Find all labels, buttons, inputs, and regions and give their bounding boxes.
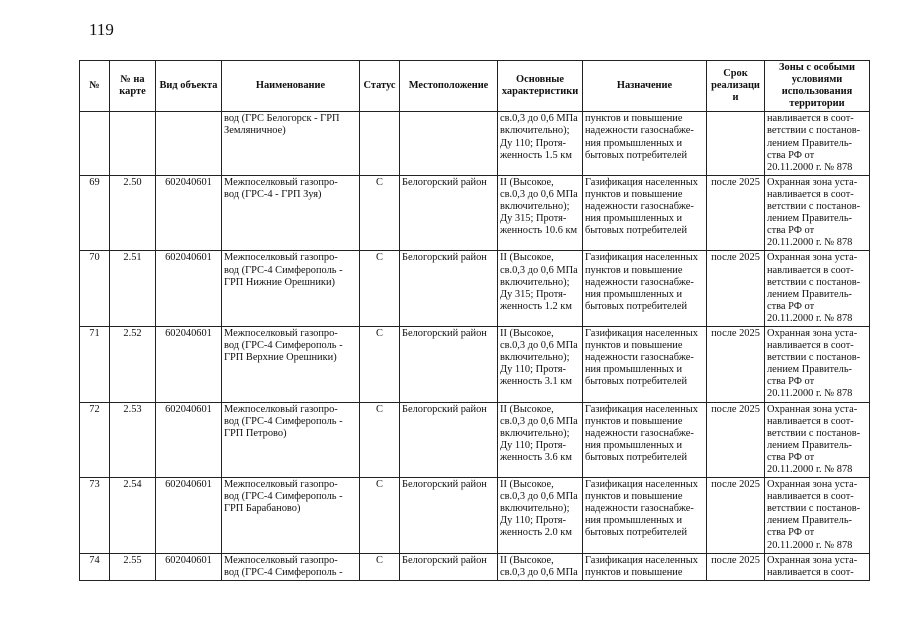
table-row [80,478,870,554]
cell-object-type: 602040601 [156,478,222,554]
cell-term: после 2025 [707,326,765,402]
header-purpose: Назначение [583,61,707,112]
table-row [80,402,870,478]
header-location: Местоположение [400,61,498,112]
header-zones: Зоны с особыми условиями использования территории [765,61,870,112]
cell-name: Межпоселковый газопро- вод (ГРС-4 Симферополь - ГРП Барабаново) [222,478,360,554]
cell-map-num: 2.50 [110,175,156,251]
table-row [80,553,870,580]
cell-map-num: 2.55 [110,553,156,580]
cell-location: Белогорский район [400,402,498,478]
cell-zones: Охранная зона уста- навливается в соот- ветствии с постанов- лением Правитель- ства РФ от 20.11.2000 г. № 878 [765,402,870,478]
header-num: № [80,61,110,112]
cell-zones: Охранная зона уста- навливается в соот- [765,553,870,580]
cell-num [80,112,110,175]
cell-num: 74 [80,553,110,580]
cell-zones: Охранная зона уста- навливается в соот- ветствии с постанов- лением Правитель- ства РФ от 20.11.2000 г. № 878 [765,251,870,327]
header-map-num: № на карте [110,61,156,112]
cell-location: Белогорский район [400,251,498,327]
header-name: Наименование [222,61,360,112]
cell-location: Белогорский район [400,553,498,580]
cell-object-type [156,112,222,175]
cell-num: 71 [80,326,110,402]
objects-table [79,60,870,581]
cell-purpose: пунктов и повышение надежности газоснабже- ния промышленных и бытовых потребителей [583,112,707,175]
cell-name: Межпоселковый газопро- вод (ГРС-4 Симферополь - ГРП Нижние Орешники) [222,251,360,327]
cell-num: 69 [80,175,110,251]
cell-status: С [360,175,400,251]
cell-object-type: 602040601 [156,402,222,478]
cell-map-num: 2.51 [110,251,156,327]
cell-term: после 2025 [707,402,765,478]
header-characteristics: Основные характеристики [498,61,583,112]
cell-status: С [360,553,400,580]
cell-purpose: Газификация населенных пунктов и повышение [583,553,707,580]
cell-num: 73 [80,478,110,554]
cell-term: после 2025 [707,251,765,327]
cell-characteristics: II (Высокое, св.0,3 до 0,6 МПа включительно); Ду 315; Протя- женность 1.2 км [498,251,583,327]
cell-term: после 2025 [707,553,765,580]
cell-characteristics: св.0,3 до 0,6 МПа включительно); Ду 110; Протя- женность 1.5 км [498,112,583,175]
cell-status: С [360,326,400,402]
cell-map-num: 2.53 [110,402,156,478]
cell-zones: навливается в соот- ветствии с постанов- лением Правитель- ства РФ от 20.11.2000 г. № 878 [765,112,870,175]
cell-status: С [360,478,400,554]
cell-object-type: 602040601 [156,251,222,327]
cell-name: Межпоселковый газопро- вод (ГРС-4 Симферополь - ГРП Петрово) [222,402,360,478]
cell-purpose: Газификация населенных пунктов и повышение надежности газоснабже- ния промышленных и бытовых потребителей [583,326,707,402]
table-row-continuation [80,112,870,175]
cell-characteristics: II (Высокое, св.0,3 до 0,6 МПа включительно); Ду 110; Протя- женность 3.1 км [498,326,583,402]
cell-status: С [360,251,400,327]
cell-object-type: 602040601 [156,553,222,580]
cell-name: вод (ГРС Белогорск - ГРП Земляничное) [222,112,360,175]
table-row [80,326,870,402]
cell-object-type: 602040601 [156,175,222,251]
cell-status: С [360,402,400,478]
cell-zones: Охранная зона уста- навливается в соот- ветствии с постанов- лением Правитель- ства РФ от 20.11.2000 г. № 878 [765,478,870,554]
cell-location: Белогорский район [400,478,498,554]
table-header-row [80,61,870,112]
cell-term [707,112,765,175]
cell-purpose: Газификация населенных пунктов и повышение надежности газоснабже- ния промышленных и бытовых потребителей [583,478,707,554]
cell-purpose: Газификация населенных пунктов и повышение надежности газоснабже- ния промышленных и бытовых потребителей [583,175,707,251]
cell-characteristics: II (Высокое, св.0,3 до 0,6 МПа [498,553,583,580]
cell-term: после 2025 [707,478,765,554]
cell-characteristics: II (Высокое, св.0,3 до 0,6 МПа включительно); Ду 110; Протя- женность 2.0 км [498,478,583,554]
cell-name: Межпоселковый газопро- вод (ГРС-4 Симферополь - ГРП Верхние Орешники) [222,326,360,402]
cell-location: Белогорский район [400,175,498,251]
cell-map-num: 2.52 [110,326,156,402]
cell-location [400,112,498,175]
cell-name: Межпоселковый газопро- вод (ГРС-4 Симферополь - [222,553,360,580]
cell-purpose: Газификация населенных пунктов и повышение надежности газоснабже- ния промышленных и бытовых потребителей [583,402,707,478]
header-term: Срок реализации [707,61,765,112]
cell-map-num: 2.54 [110,478,156,554]
cell-zones: Охранная зона уста- навливается в соот- ветствии с постанов- лением Правитель- ства РФ от 20.11.2000 г. № 878 [765,175,870,251]
header-object-type: Вид объекта [156,61,222,112]
cell-characteristics: II (Высокое, св.0,3 до 0,6 МПа включительно); Ду 110; Протя- женность 3.6 км [498,402,583,478]
cell-status [360,112,400,175]
cell-num: 70 [80,251,110,327]
cell-purpose: Газификация населенных пунктов и повышение надежности газоснабже- ния промышленных и бытовых потребителей [583,251,707,327]
cell-characteristics: II (Высокое, св.0,3 до 0,6 МПа включительно); Ду 315; Протя- женность 10.6 км [498,175,583,251]
table-row [80,175,870,251]
cell-zones: Охранная зона уста- навливается в соот- ветствии с постанов- лением Правитель- ства РФ от 20.11.2000 г. № 878 [765,326,870,402]
cell-map-num [110,112,156,175]
page-number: 119 [89,20,114,39]
cell-term: после 2025 [707,175,765,251]
cell-num: 72 [80,402,110,478]
header-status: Статус [360,61,400,112]
cell-name: Межпоселковый газопро- вод (ГРС-4 - ГРП Зуя) [222,175,360,251]
cell-object-type: 602040601 [156,326,222,402]
table-row [80,251,870,327]
cell-location: Белогорский район [400,326,498,402]
